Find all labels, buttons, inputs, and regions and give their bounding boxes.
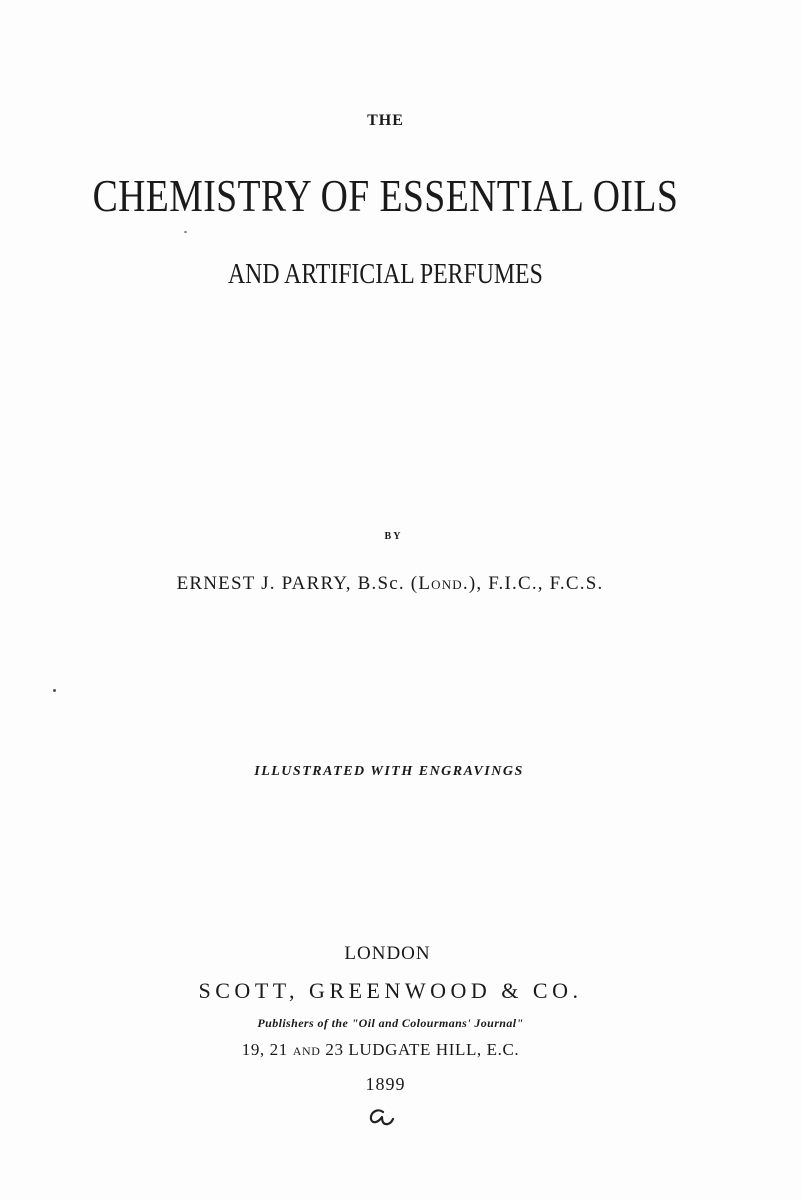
illustration-note: ILLUSTRATED WITH ENGRAVINGS: [254, 764, 524, 779]
address-numbers: 19, 21: [241, 1040, 293, 1059]
author-credentials: ), F.I.C., F.C.S.: [468, 573, 604, 594]
author-lond: Lond.: [418, 573, 469, 594]
author-line: [0, 573, 780, 595]
address-street: 23 LUDGATE HILL, E.C.: [320, 1040, 520, 1059]
address-and: and: [292, 1040, 321, 1059]
title-article: THE: [367, 112, 404, 129]
book-subtitle: AND ARTIFICIAL PERFUMES: [228, 258, 543, 290]
publisher-address: [0, 1040, 761, 1060]
book-title: CHEMISTRY OF ESSENTIAL OILS: [92, 170, 679, 221]
publisher-name: SCOTT, GREENWOOD & CO.: [198, 978, 583, 1003]
print-speck: [184, 231, 187, 233]
by-label: BY: [384, 531, 403, 542]
publication-year: 1899: [365, 1074, 406, 1094]
publisher-city: LONDON: [344, 943, 431, 964]
print-speck: [53, 689, 56, 692]
author-name: ERNEST J. PARRY, B.Sc. (: [176, 573, 419, 594]
publishers-note: Publishers of the "Oil and Colourmans' Journal": [257, 1016, 524, 1030]
handwritten-mark: [366, 1106, 394, 1128]
